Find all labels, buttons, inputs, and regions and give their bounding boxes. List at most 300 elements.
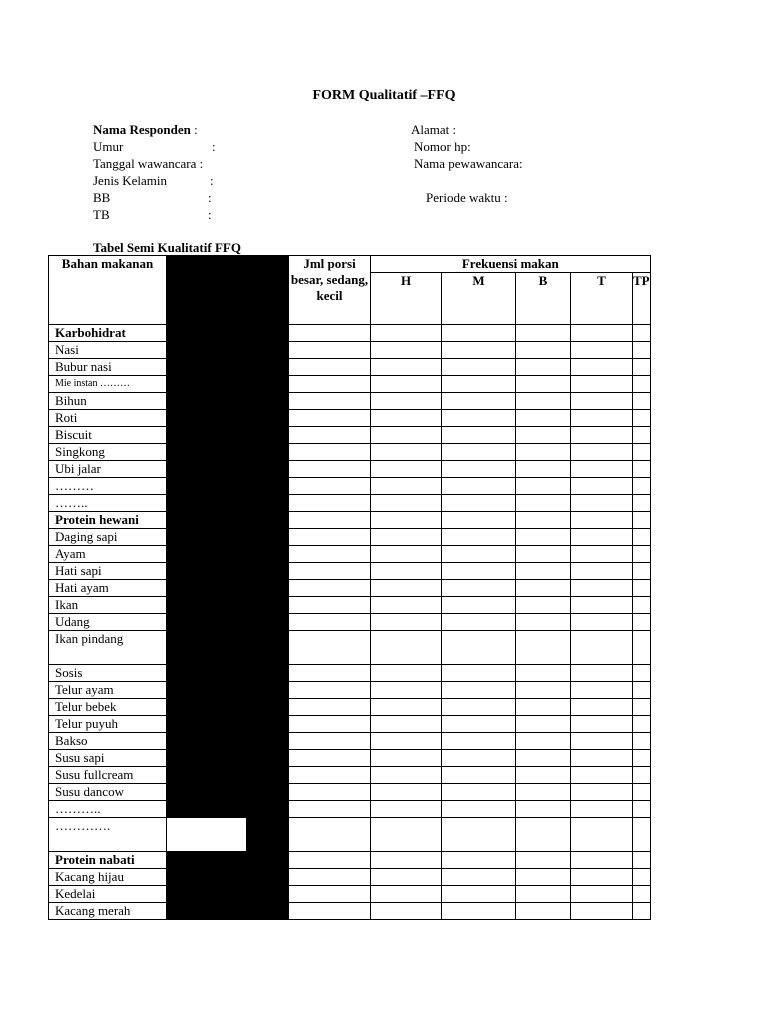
freq-h-cell[interactable] bbox=[371, 801, 442, 818]
freq-t-cell[interactable] bbox=[571, 461, 633, 478]
freq-h-cell[interactable] bbox=[371, 784, 442, 801]
freq-h-cell[interactable] bbox=[371, 529, 442, 546]
freq-b-cell[interactable] bbox=[516, 852, 571, 869]
freq-b-cell[interactable] bbox=[516, 376, 571, 393]
freq-h-cell[interactable] bbox=[371, 852, 442, 869]
freq-m-cell[interactable] bbox=[442, 699, 516, 716]
food-item-label: Ikan bbox=[49, 597, 167, 614]
freq-t-cell[interactable] bbox=[571, 801, 633, 818]
freq-t-cell[interactable] bbox=[571, 699, 633, 716]
freq-b-cell[interactable] bbox=[516, 750, 571, 767]
redacted-cell bbox=[247, 733, 289, 750]
redacted-cell bbox=[247, 393, 289, 410]
food-item-label: …….. bbox=[49, 495, 167, 512]
freq-h-cell[interactable] bbox=[371, 597, 442, 614]
freq-b-cell[interactable] bbox=[516, 801, 571, 818]
porsi-input-cell[interactable] bbox=[289, 461, 371, 478]
food-item-label: Ikan pindang bbox=[49, 631, 167, 665]
porsi-input-cell[interactable] bbox=[289, 427, 371, 444]
table-row bbox=[49, 427, 651, 444]
freq-b-cell[interactable] bbox=[516, 614, 571, 631]
freq-m-cell[interactable] bbox=[442, 631, 516, 665]
freq-tp-cell[interactable] bbox=[633, 699, 651, 716]
freq-t-cell[interactable] bbox=[571, 529, 633, 546]
porsi-input-cell[interactable] bbox=[289, 325, 371, 342]
freq-t-cell[interactable] bbox=[571, 784, 633, 801]
freq-h-cell[interactable] bbox=[371, 461, 442, 478]
freq-t-cell[interactable] bbox=[571, 767, 633, 784]
freq-h-cell[interactable] bbox=[371, 869, 442, 886]
freq-tp-cell[interactable] bbox=[633, 495, 651, 512]
freq-m-cell[interactable] bbox=[442, 529, 516, 546]
freq-tp-cell[interactable] bbox=[633, 478, 651, 495]
redacted-cell bbox=[167, 359, 247, 376]
freq-t-cell[interactable] bbox=[571, 903, 633, 920]
freq-m-cell[interactable] bbox=[442, 733, 516, 750]
redacted-cell bbox=[247, 597, 289, 614]
freq-m-cell[interactable] bbox=[442, 784, 516, 801]
redacted-cell bbox=[167, 410, 247, 427]
food-item-label: Telur puyuh bbox=[49, 716, 167, 733]
redacted-cell bbox=[167, 393, 247, 410]
table-row bbox=[49, 376, 651, 393]
food-item-label: Mie instan ……… bbox=[49, 376, 167, 393]
freq-tp-cell[interactable] bbox=[633, 682, 651, 699]
freq-b-cell[interactable] bbox=[516, 427, 571, 444]
freq-m-cell[interactable] bbox=[442, 716, 516, 733]
table-row bbox=[49, 359, 651, 376]
field-nama-responden bbox=[93, 122, 198, 138]
freq-h-cell[interactable] bbox=[371, 342, 442, 359]
freq-h-cell[interactable] bbox=[371, 750, 442, 767]
freq-b-cell[interactable] bbox=[516, 529, 571, 546]
freq-h-cell[interactable] bbox=[371, 886, 442, 903]
freq-t-cell[interactable] bbox=[571, 631, 633, 665]
redacted-cell bbox=[247, 325, 289, 342]
field-periode-waktu-label: Periode waktu : bbox=[426, 190, 508, 205]
freq-b-cell[interactable] bbox=[516, 444, 571, 461]
freq-tp-cell[interactable] bbox=[633, 529, 651, 546]
freq-m-cell[interactable] bbox=[442, 427, 516, 444]
redacted-cell bbox=[247, 869, 289, 886]
freq-tp-cell[interactable] bbox=[633, 750, 651, 767]
table-row bbox=[49, 716, 651, 733]
freq-h-cell[interactable] bbox=[371, 716, 442, 733]
freq-tp-cell[interactable] bbox=[633, 614, 651, 631]
porsi-input-cell[interactable] bbox=[289, 342, 371, 359]
table-row bbox=[49, 563, 651, 580]
redacted-cell bbox=[247, 852, 289, 869]
redacted-cell bbox=[247, 614, 289, 631]
freq-tp-cell[interactable] bbox=[633, 444, 651, 461]
food-item-label: Singkong bbox=[49, 444, 167, 461]
redacted-cell bbox=[247, 376, 289, 393]
freq-b-cell[interactable] bbox=[516, 359, 571, 376]
freq-tp-cell[interactable] bbox=[633, 376, 651, 393]
table-section-row bbox=[49, 512, 651, 529]
redacted-cell bbox=[167, 546, 247, 563]
freq-b-cell[interactable] bbox=[516, 478, 571, 495]
redacted-cell bbox=[247, 427, 289, 444]
redacted-cell bbox=[247, 444, 289, 461]
freq-b-cell[interactable] bbox=[516, 818, 571, 852]
porsi-input-cell[interactable] bbox=[289, 733, 371, 750]
freq-b-cell[interactable] bbox=[516, 546, 571, 563]
freq-m-cell[interactable] bbox=[442, 376, 516, 393]
freq-tp-cell[interactable] bbox=[633, 393, 651, 410]
redacted-cell bbox=[167, 461, 247, 478]
table-row bbox=[49, 495, 651, 512]
freq-t-cell[interactable] bbox=[571, 665, 633, 682]
redacted-cell bbox=[247, 716, 289, 733]
freq-h-cell[interactable] bbox=[371, 495, 442, 512]
freq-m-cell[interactable] bbox=[442, 410, 516, 427]
redacted-cell bbox=[247, 546, 289, 563]
table-row bbox=[49, 342, 651, 359]
freq-tp-cell[interactable] bbox=[633, 665, 651, 682]
freq-b-cell[interactable] bbox=[516, 325, 571, 342]
freq-h-cell[interactable] bbox=[371, 393, 442, 410]
redacted-cell bbox=[247, 495, 289, 512]
freq-tp-cell[interactable] bbox=[633, 410, 651, 427]
freq-t-cell[interactable] bbox=[571, 376, 633, 393]
field-tb-label: TB bbox=[93, 207, 110, 222]
porsi-input-cell[interactable] bbox=[289, 512, 371, 529]
freq-t-cell[interactable] bbox=[571, 342, 633, 359]
table-row bbox=[49, 682, 651, 699]
freq-b-cell[interactable] bbox=[516, 682, 571, 699]
freq-tp-cell[interactable] bbox=[633, 801, 651, 818]
redacted-cell bbox=[247, 699, 289, 716]
header-freq-t: T bbox=[571, 273, 633, 325]
table-caption: Tabel Semi Kualitatif FFQ bbox=[93, 240, 241, 255]
freq-tp-cell[interactable] bbox=[633, 359, 651, 376]
freq-b-cell[interactable] bbox=[516, 716, 571, 733]
freq-b-cell[interactable] bbox=[516, 733, 571, 750]
freq-m-cell[interactable] bbox=[442, 869, 516, 886]
porsi-input-cell[interactable] bbox=[289, 631, 371, 665]
freq-b-cell[interactable] bbox=[516, 410, 571, 427]
freq-h-cell[interactable] bbox=[371, 903, 442, 920]
redacted-cell bbox=[247, 478, 289, 495]
freq-b-cell[interactable] bbox=[516, 665, 571, 682]
freq-b-cell[interactable] bbox=[516, 393, 571, 410]
redacted-cell bbox=[167, 750, 247, 767]
freq-t-cell[interactable] bbox=[571, 393, 633, 410]
porsi-input-cell[interactable] bbox=[289, 716, 371, 733]
freq-b-cell[interactable] bbox=[516, 563, 571, 580]
freq-t-cell[interactable] bbox=[571, 478, 633, 495]
porsi-input-cell[interactable] bbox=[289, 546, 371, 563]
freq-t-cell[interactable] bbox=[571, 716, 633, 733]
freq-m-cell[interactable] bbox=[442, 665, 516, 682]
freq-t-cell[interactable] bbox=[571, 359, 633, 376]
freq-h-cell[interactable] bbox=[371, 546, 442, 563]
porsi-input-cell[interactable] bbox=[289, 750, 371, 767]
table-row bbox=[49, 869, 651, 886]
freq-tp-cell[interactable] bbox=[633, 461, 651, 478]
table-row bbox=[49, 597, 651, 614]
freq-h-cell[interactable] bbox=[371, 478, 442, 495]
freq-t-cell[interactable] bbox=[571, 733, 633, 750]
freq-b-cell[interactable] bbox=[516, 869, 571, 886]
freq-t-cell[interactable] bbox=[571, 682, 633, 699]
porsi-input-cell[interactable] bbox=[289, 580, 371, 597]
freq-b-cell[interactable] bbox=[516, 784, 571, 801]
ffq-table bbox=[48, 255, 651, 920]
redacted-cell bbox=[167, 597, 247, 614]
freq-tp-cell[interactable] bbox=[633, 784, 651, 801]
field-nama-responden-label: Nama Responden bbox=[93, 122, 191, 137]
freq-h-cell[interactable] bbox=[371, 733, 442, 750]
food-item-label: Kedelai bbox=[49, 886, 167, 903]
freq-b-cell[interactable] bbox=[516, 342, 571, 359]
table-row bbox=[49, 886, 651, 903]
freq-m-cell[interactable] bbox=[442, 750, 516, 767]
freq-t-cell[interactable] bbox=[571, 580, 633, 597]
food-item-label: Bubur nasi bbox=[49, 359, 167, 376]
freq-m-cell[interactable] bbox=[442, 563, 516, 580]
redacted-cell bbox=[167, 563, 247, 580]
redacted-cell bbox=[167, 580, 247, 597]
table-row bbox=[49, 393, 651, 410]
freq-tp-cell[interactable] bbox=[633, 563, 651, 580]
freq-b-cell[interactable] bbox=[516, 699, 571, 716]
freq-b-cell[interactable] bbox=[516, 631, 571, 665]
header-freq-h: H bbox=[371, 273, 442, 325]
porsi-input-cell[interactable] bbox=[289, 614, 371, 631]
freq-t-cell[interactable] bbox=[571, 563, 633, 580]
porsi-input-cell[interactable] bbox=[289, 903, 371, 920]
food-item-label: Bihun bbox=[49, 393, 167, 410]
porsi-input-cell[interactable] bbox=[289, 376, 371, 393]
freq-t-cell[interactable] bbox=[571, 512, 633, 529]
freq-m-cell[interactable] bbox=[442, 682, 516, 699]
freq-m-cell[interactable] bbox=[442, 495, 516, 512]
redacted-cell bbox=[247, 818, 289, 852]
table-row bbox=[49, 903, 651, 920]
freq-b-cell[interactable] bbox=[516, 495, 571, 512]
freq-tp-cell[interactable] bbox=[633, 733, 651, 750]
porsi-input-cell[interactable] bbox=[289, 682, 371, 699]
redacted-cell bbox=[167, 529, 247, 546]
freq-h-cell[interactable] bbox=[371, 631, 442, 665]
freq-b-cell[interactable] bbox=[516, 886, 571, 903]
freq-h-cell[interactable] bbox=[371, 767, 442, 784]
freq-h-cell[interactable] bbox=[371, 427, 442, 444]
freq-m-cell[interactable] bbox=[442, 818, 516, 852]
table-section-row bbox=[49, 852, 651, 869]
porsi-input-cell[interactable] bbox=[289, 699, 371, 716]
freq-t-cell[interactable] bbox=[571, 410, 633, 427]
redacted-cell bbox=[167, 903, 247, 920]
redacted-cell bbox=[167, 852, 247, 869]
redacted-cell bbox=[167, 886, 247, 903]
freq-tp-cell[interactable] bbox=[633, 325, 651, 342]
porsi-input-cell[interactable] bbox=[289, 393, 371, 410]
table-row bbox=[49, 699, 651, 716]
freq-h-cell[interactable] bbox=[371, 359, 442, 376]
freq-m-cell[interactable] bbox=[442, 597, 516, 614]
freq-b-cell[interactable] bbox=[516, 903, 571, 920]
field-tanggal-label: Tanggal wawancara : bbox=[93, 156, 204, 171]
field-bb-label: BB bbox=[93, 190, 111, 205]
freq-h-cell[interactable] bbox=[371, 376, 442, 393]
freq-b-cell[interactable] bbox=[516, 512, 571, 529]
freq-tp-cell[interactable] bbox=[633, 903, 651, 920]
freq-m-cell[interactable] bbox=[442, 614, 516, 631]
freq-t-cell[interactable] bbox=[571, 444, 633, 461]
freq-m-cell[interactable] bbox=[442, 478, 516, 495]
table-row bbox=[49, 665, 651, 682]
freq-h-cell[interactable] bbox=[371, 682, 442, 699]
freq-tp-cell[interactable] bbox=[633, 342, 651, 359]
freq-b-cell[interactable] bbox=[516, 580, 571, 597]
food-item-label: Susu dancow bbox=[49, 784, 167, 801]
freq-h-cell[interactable] bbox=[371, 665, 442, 682]
freq-tp-cell[interactable] bbox=[633, 886, 651, 903]
freq-tp-cell[interactable] bbox=[633, 512, 651, 529]
redacted-cell bbox=[167, 376, 247, 393]
redacted-cell bbox=[247, 801, 289, 818]
freq-t-cell[interactable] bbox=[571, 852, 633, 869]
freq-tp-cell[interactable] bbox=[633, 818, 651, 852]
field-jenis-kelamin-colon: : bbox=[210, 173, 214, 188]
freq-h-cell[interactable] bbox=[371, 444, 442, 461]
freq-m-cell[interactable] bbox=[442, 444, 516, 461]
freq-t-cell[interactable] bbox=[571, 750, 633, 767]
redacted-cell bbox=[247, 359, 289, 376]
form-title: FORM Qualitatif –FFQ bbox=[312, 88, 456, 103]
porsi-input-cell[interactable] bbox=[289, 852, 371, 869]
freq-h-cell[interactable] bbox=[371, 512, 442, 529]
redacted-cell bbox=[167, 665, 247, 682]
table-row bbox=[49, 750, 651, 767]
freq-t-cell[interactable] bbox=[571, 818, 633, 852]
porsi-input-cell[interactable] bbox=[289, 478, 371, 495]
redacted-cell bbox=[167, 614, 247, 631]
redacted-cell bbox=[167, 733, 247, 750]
redacted-cell bbox=[167, 699, 247, 716]
freq-m-cell[interactable] bbox=[442, 580, 516, 597]
freq-m-cell[interactable] bbox=[442, 801, 516, 818]
table-row bbox=[49, 444, 651, 461]
freq-tp-cell[interactable] bbox=[633, 852, 651, 869]
section-label: Karbohidrat bbox=[49, 325, 167, 342]
freq-t-cell[interactable] bbox=[571, 886, 633, 903]
field-tb-colon: : bbox=[208, 207, 212, 222]
porsi-input-cell[interactable] bbox=[289, 495, 371, 512]
porsi-input-cell[interactable] bbox=[289, 869, 371, 886]
freq-t-cell[interactable] bbox=[571, 427, 633, 444]
freq-tp-cell[interactable] bbox=[633, 580, 651, 597]
redacted-cell bbox=[167, 682, 247, 699]
freq-m-cell[interactable] bbox=[442, 325, 516, 342]
freq-tp-cell[interactable] bbox=[633, 546, 651, 563]
redacted-cell bbox=[247, 886, 289, 903]
food-item-label: ……….. bbox=[49, 801, 167, 818]
freq-tp-cell[interactable] bbox=[633, 631, 651, 665]
freq-h-cell[interactable] bbox=[371, 818, 442, 852]
porsi-input-cell[interactable] bbox=[289, 444, 371, 461]
freq-m-cell[interactable] bbox=[442, 546, 516, 563]
freq-m-cell[interactable] bbox=[442, 461, 516, 478]
porsi-input-cell[interactable] bbox=[289, 529, 371, 546]
freq-tp-cell[interactable] bbox=[633, 767, 651, 784]
freq-m-cell[interactable] bbox=[442, 886, 516, 903]
section-label: Protein nabati bbox=[49, 852, 167, 869]
freq-tp-cell[interactable] bbox=[633, 716, 651, 733]
header-bahan-makanan: Bahan makanan bbox=[49, 256, 167, 325]
freq-t-cell[interactable] bbox=[571, 614, 633, 631]
food-item-label: Susu fullcream bbox=[49, 767, 167, 784]
freq-b-cell[interactable] bbox=[516, 461, 571, 478]
redacted-cell bbox=[247, 903, 289, 920]
table-body bbox=[49, 325, 651, 920]
redacted-cell bbox=[247, 750, 289, 767]
freq-h-cell[interactable] bbox=[371, 699, 442, 716]
freq-m-cell[interactable] bbox=[442, 903, 516, 920]
table-row bbox=[49, 478, 651, 495]
freq-m-cell[interactable] bbox=[442, 512, 516, 529]
freq-tp-cell[interactable] bbox=[633, 597, 651, 614]
redacted-cell bbox=[167, 716, 247, 733]
table-row bbox=[49, 631, 651, 665]
food-item-label: Kacang hijau bbox=[49, 869, 167, 886]
freq-m-cell[interactable] bbox=[442, 767, 516, 784]
freq-b-cell[interactable] bbox=[516, 767, 571, 784]
porsi-input-cell[interactable] bbox=[289, 563, 371, 580]
freq-m-cell[interactable] bbox=[442, 359, 516, 376]
porsi-input-cell[interactable] bbox=[289, 597, 371, 614]
freq-m-cell[interactable] bbox=[442, 852, 516, 869]
freq-t-cell[interactable] bbox=[571, 495, 633, 512]
freq-h-cell[interactable] bbox=[371, 614, 442, 631]
porsi-input-cell[interactable] bbox=[289, 784, 371, 801]
freq-h-cell[interactable] bbox=[371, 563, 442, 580]
freq-m-cell[interactable] bbox=[442, 393, 516, 410]
porsi-input-cell[interactable] bbox=[289, 665, 371, 682]
freq-h-cell[interactable] bbox=[371, 580, 442, 597]
freq-t-cell[interactable] bbox=[571, 869, 633, 886]
redacted-cell bbox=[167, 801, 247, 818]
freq-h-cell[interactable] bbox=[371, 410, 442, 427]
porsi-input-cell[interactable] bbox=[289, 818, 371, 852]
food-item-label: Ayam bbox=[49, 546, 167, 563]
food-item-label: Telur bebek bbox=[49, 699, 167, 716]
table-row bbox=[49, 784, 651, 801]
freq-h-cell[interactable] bbox=[371, 325, 442, 342]
porsi-input-cell[interactable] bbox=[289, 767, 371, 784]
freq-b-cell[interactable] bbox=[516, 597, 571, 614]
food-item-label: Biscuit bbox=[49, 427, 167, 444]
food-item-label: Bakso bbox=[49, 733, 167, 750]
porsi-input-cell[interactable] bbox=[289, 886, 371, 903]
freq-t-cell[interactable] bbox=[571, 597, 633, 614]
porsi-input-cell[interactable] bbox=[289, 410, 371, 427]
redacted-cell bbox=[247, 342, 289, 359]
redacted-cell bbox=[247, 784, 289, 801]
freq-t-cell[interactable] bbox=[571, 546, 633, 563]
redacted-cell bbox=[167, 495, 247, 512]
freq-tp-cell[interactable] bbox=[633, 869, 651, 886]
porsi-input-cell[interactable] bbox=[289, 359, 371, 376]
freq-tp-cell[interactable] bbox=[633, 427, 651, 444]
redacted-cell bbox=[247, 461, 289, 478]
freq-m-cell[interactable] bbox=[442, 342, 516, 359]
freq-t-cell[interactable] bbox=[571, 325, 633, 342]
porsi-input-cell[interactable] bbox=[289, 801, 371, 818]
